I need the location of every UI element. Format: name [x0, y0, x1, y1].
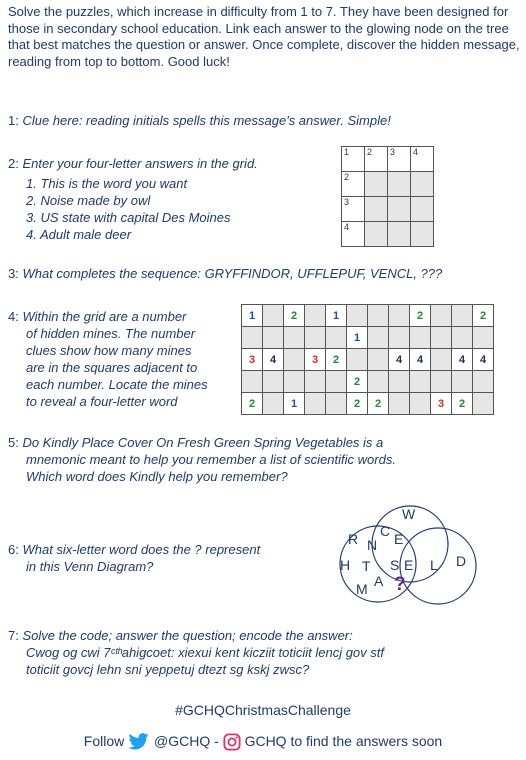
- grid-cell[interactable]: [388, 172, 411, 197]
- grid-cell[interactable]: [365, 197, 388, 222]
- venn-letter: S: [390, 557, 400, 573]
- clue-item: 1. This is the word you want: [26, 176, 188, 191]
- grid-cell[interactable]: 3: [388, 147, 411, 172]
- mine-cell[interactable]: 4: [389, 349, 410, 371]
- mine-cell[interactable]: [389, 371, 410, 393]
- mine-cell[interactable]: [305, 327, 326, 349]
- mine-cell[interactable]: [473, 371, 494, 393]
- follow-label: Follow: [83, 733, 125, 749]
- mine-cell[interactable]: [242, 371, 263, 393]
- mine-cell[interactable]: [305, 371, 326, 393]
- mine-cell[interactable]: [368, 305, 389, 327]
- grid-row: [242, 371, 494, 393]
- mine-cell[interactable]: 4: [452, 349, 473, 371]
- mine-cell[interactable]: 1: [284, 393, 305, 415]
- grid-row: [242, 305, 494, 327]
- mine-cell[interactable]: [473, 393, 494, 415]
- mine-cell[interactable]: 1: [242, 305, 263, 327]
- mine-cell[interactable]: [452, 371, 473, 393]
- clue-item: 2. Noise made by owl: [26, 193, 151, 208]
- mine-cell[interactable]: [284, 349, 305, 371]
- question-5: [8, 434, 396, 485]
- grid-cell[interactable]: 3: [342, 197, 365, 222]
- text-line: clues show how many mines: [26, 343, 192, 358]
- instagram-text[interactable]: GCHQ to find the answers soon: [244, 733, 443, 749]
- mine-cell[interactable]: 2: [473, 305, 494, 327]
- mine-cell[interactable]: [431, 305, 452, 327]
- text-line: Which word does Kindly help you remember?: [26, 469, 288, 484]
- venn-letter: E: [394, 531, 404, 547]
- venn-letter: T: [362, 558, 371, 574]
- mine-cell[interactable]: [473, 327, 494, 349]
- text-line: Cwog og cwi 7ᶜᵗʰahigcoet: xiexui kent kicziit toticiit lencj gov stf: [26, 645, 384, 660]
- twitter-bird-icon[interactable]: [128, 733, 150, 751]
- mine-cell[interactable]: 1: [326, 305, 347, 327]
- venn-letter: E: [404, 557, 414, 573]
- mine-cell[interactable]: [368, 327, 389, 349]
- clue-item: 3. US state with capital Des Moines: [26, 210, 231, 225]
- question-number: 6:: [8, 542, 19, 557]
- mine-cell[interactable]: 2: [368, 393, 389, 415]
- text-line: to reveal a four-letter word: [26, 394, 178, 409]
- grid-cell[interactable]: 4: [411, 147, 434, 172]
- text-line: each number. Locate the mines: [26, 377, 208, 392]
- mine-cell[interactable]: 2: [347, 393, 368, 415]
- mine-cell[interactable]: 3: [242, 349, 263, 371]
- question-4: [8, 308, 186, 325]
- venn-letter: A: [374, 573, 384, 589]
- mine-cell[interactable]: 4: [473, 349, 494, 371]
- intro-paragraph: Solve the puzzles, which increase in difficulty from 1 to 7. They have been designed for those in secondary school education. Link each answer to the glowing node on the tree that best matches the question or answer. Once complete, discover the hidden message, reading from top to bottom. Good luck!: [8, 4, 520, 69]
- venn-letter: R: [348, 531, 359, 547]
- grid-cell[interactable]: [411, 172, 434, 197]
- venn-letter: C: [380, 523, 391, 539]
- mine-cell[interactable]: [347, 349, 368, 371]
- mine-cell[interactable]: [263, 305, 284, 327]
- grid-cell[interactable]: [411, 222, 434, 247]
- text-line: What six-letter word does the ? represent: [22, 542, 261, 557]
- mine-cell[interactable]: 2: [410, 305, 431, 327]
- minesweeper-grid: [241, 304, 494, 415]
- question-number: 1:: [8, 113, 19, 128]
- mine-cell[interactable]: [389, 393, 410, 415]
- question-number: 4:: [8, 309, 19, 324]
- venn-question-mark: ?: [394, 574, 406, 595]
- grid-cell[interactable]: [365, 222, 388, 247]
- mine-cell[interactable]: [368, 349, 389, 371]
- mine-cell[interactable]: [263, 371, 284, 393]
- mine-cell[interactable]: 1: [347, 327, 368, 349]
- mine-cell[interactable]: [263, 393, 284, 415]
- question-6: [8, 541, 260, 575]
- mine-cell[interactable]: [431, 371, 452, 393]
- venn-letter: M: [356, 581, 368, 597]
- mine-cell[interactable]: [305, 393, 326, 415]
- mine-cell[interactable]: [431, 349, 452, 371]
- mine-cell[interactable]: 2: [242, 393, 263, 415]
- instagram-icon[interactable]: [223, 733, 241, 751]
- mine-cell[interactable]: [368, 371, 389, 393]
- mine-cell[interactable]: [242, 327, 263, 349]
- question-2: [8, 155, 258, 172]
- text-line: mnemonic meant to help you remember a list of scientific words.: [26, 452, 396, 467]
- grid-cell[interactable]: [388, 222, 411, 247]
- venn-letter: L: [430, 557, 438, 573]
- mine-cell[interactable]: [263, 327, 284, 349]
- mine-cell[interactable]: [326, 327, 347, 349]
- text-line: Solve the code; answer the question; encode the answer:: [22, 628, 353, 643]
- mine-cell[interactable]: [410, 327, 431, 349]
- clue-list: [26, 175, 230, 243]
- question-4-continued: [26, 325, 208, 410]
- mine-cell[interactable]: 4: [410, 349, 431, 371]
- text-line: of hidden mines. The number: [26, 326, 196, 341]
- mine-cell[interactable]: 4: [263, 349, 284, 371]
- mine-cell[interactable]: [410, 393, 431, 415]
- question-text: What completes the sequence: GRYFFINDOR, UFFLEPUF, VENCL, ???: [22, 266, 443, 281]
- question-text: Enter your four-letter answers in the grid.: [22, 156, 258, 171]
- question-number: 7:: [8, 628, 19, 643]
- mine-cell[interactable]: [326, 371, 347, 393]
- venn-letter: W: [402, 506, 416, 522]
- text-line: are in the squares adjacent to: [26, 360, 198, 375]
- question-number: 5:: [8, 435, 19, 450]
- mine-cell[interactable]: 2: [326, 349, 347, 371]
- grid-cell[interactable]: [365, 172, 388, 197]
- question-1: [8, 112, 391, 129]
- mine-cell[interactable]: 3: [431, 393, 452, 415]
- grid-row: [242, 327, 494, 349]
- grid-cell[interactable]: 1: [342, 147, 365, 172]
- mine-cell[interactable]: [284, 371, 305, 393]
- follow-line: [0, 733, 526, 751]
- mine-cell[interactable]: [347, 305, 368, 327]
- mine-cell[interactable]: [389, 327, 410, 349]
- venn-letter: H: [340, 557, 351, 573]
- mine-cell[interactable]: [284, 327, 305, 349]
- grid-cell[interactable]: 4: [342, 222, 365, 247]
- mine-cell[interactable]: [452, 327, 473, 349]
- mine-cell[interactable]: [452, 305, 473, 327]
- question-text: Clue here: reading initials spells this message's answer. Simple!: [22, 113, 391, 128]
- mine-cell[interactable]: [305, 305, 326, 327]
- question-number: 3:: [8, 266, 19, 281]
- question-7: [8, 627, 384, 678]
- question-text: Within the grid are a number: [22, 309, 187, 324]
- question-number: 2:: [8, 156, 19, 171]
- grid-cell[interactable]: 2: [342, 172, 365, 197]
- mine-cell[interactable]: 2: [452, 393, 473, 415]
- grid-cell[interactable]: 2: [365, 147, 388, 172]
- text-line: toticiit govcj lehn sni yeppetuj dtezt sg kskj zwsc?: [26, 662, 310, 677]
- crossword-grid: [341, 146, 434, 247]
- mine-cell[interactable]: [326, 393, 347, 415]
- mine-cell[interactable]: [389, 305, 410, 327]
- clue-item: 4. Adult male deer: [26, 227, 132, 242]
- grid-row: [242, 349, 494, 371]
- grid-row: [242, 393, 494, 415]
- venn-letter: N: [367, 537, 378, 553]
- mine-cell[interactable]: 3: [305, 349, 326, 371]
- text-line: in this Venn Diagram?: [26, 559, 154, 574]
- hashtag[interactable]: #GCHQChristmasChallenge: [175, 702, 351, 718]
- mine-cell[interactable]: [431, 327, 452, 349]
- question-3: [8, 265, 442, 282]
- twitter-handle[interactable]: @GCHQ -: [154, 733, 219, 749]
- grid-cell[interactable]: [411, 197, 434, 222]
- grid-cell[interactable]: [388, 197, 411, 222]
- mine-cell[interactable]: 2: [347, 371, 368, 393]
- mine-cell[interactable]: [410, 371, 431, 393]
- mine-cell[interactable]: 2: [284, 305, 305, 327]
- venn-diagram: [332, 498, 492, 608]
- text-line: Do Kindly Place Cover On Fresh Green Spring Vegetables is a: [22, 435, 384, 450]
- venn-letter: D: [456, 553, 467, 569]
